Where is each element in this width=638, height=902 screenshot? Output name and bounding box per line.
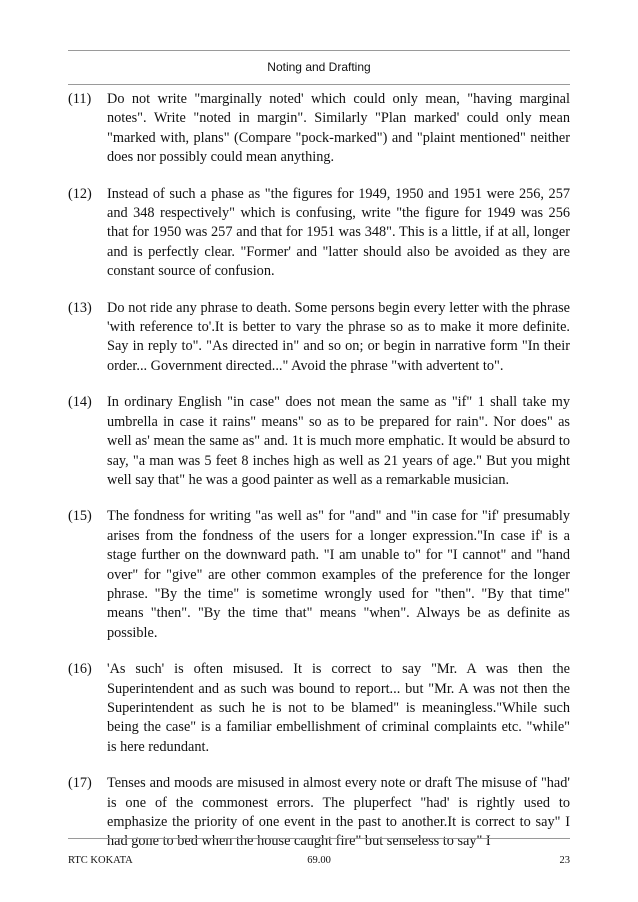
list-item xyxy=(68,299,570,377)
item-text: Tenses and moods are misused in almost every note or draft The misuse of "had' is one of the commonest errors. The pluperfect "had' is rightly used to emphasize the priority of one event in the past to another.It is correct to say" I had gone to bed when the house caught fire" but senseless to say" I xyxy=(107,775,570,850)
item-number: (16) xyxy=(68,661,92,678)
item-text: Instead of such a phase as "the figures for 1949, 1950 and 1951 were 256, 257 and 348 respectively" which is confusing, write "the figure for 1949 was 256 that for 1950 was 257 and that for 1951 was 348". This is a little, if at all, longer and is perfectly clear. "Former' and "latter should also be avoided as they are constant source of confusion. xyxy=(107,185,570,280)
item-number: (12) xyxy=(68,185,92,202)
item-number: (13) xyxy=(68,299,92,316)
footer-organization: RTC KOKATA xyxy=(68,855,133,866)
header-rule-top xyxy=(68,50,570,51)
footer-code: 69.00 xyxy=(307,855,331,866)
list-item xyxy=(68,185,570,282)
item-text: The fondness for writing "as well as" for "and" and "in case for "if' presumably arises from the fondness of the users for a longer expression."In case if' is a stage further on the downward path. "I am unable to" for "I cannot" and "hand over" for "give" are other common examples of the preference for the longer phrase. "By the time" is sometime wrongly used for "then". "By that time" means "then". "By the time that" means "when". Always be as definite as possible. xyxy=(107,508,570,641)
item-text: 'As such' is often misused. It is correct to say "Mr. A was then the Superintendent and as such was bound to report... but "Mr. A was not then the Superintendent as such he is not to be blamed" is meaningless."While such being the case" is a familiar embellishment of criminal complaints etc. "while" is here redundant. xyxy=(107,661,570,755)
document-body xyxy=(68,90,570,869)
item-text: In ordinary English "in case" does not mean the same as "if" 1 shall take my umbrella in case it rains" means" so as to be prepared for rain". Nor does" as well as' mean the same as" and. 1t is much more emphatic. It would be absurd to say, "a man was 5 feet 8 inches high as well as 21 years of age." But you might well say that" he was a good painter as well as a remarkable musician. xyxy=(107,394,570,488)
header-title: Noting and Drafting xyxy=(267,60,371,74)
list-item xyxy=(68,393,570,490)
page-header xyxy=(68,58,570,76)
item-number: (11) xyxy=(68,91,92,107)
page-footer xyxy=(68,853,570,869)
item-number: (17) xyxy=(68,775,92,792)
item-number: (14) xyxy=(68,394,92,411)
item-text: Do not ride any phrase to death. Some persons begin every letter with the phrase 'with reference to'.It is better to vary the phrase so as to make it more definite. Say in reply to". "As directed in" and so on; or begin in narrative form "In their order... Government directed..." Avoid the phrase "with advertent to". xyxy=(107,299,570,374)
list-item xyxy=(68,507,570,643)
header-rule-bottom xyxy=(68,84,570,85)
list-item xyxy=(68,774,570,852)
item-text: Do not write "marginally noted' which could only mean, "having marginal notes". Write "noted in margin". Similarly "Plan marked' could only mean "marked with, plans" (Compare "pock-marked") and "plaint mentioned" neither does nor possibly could mean anything. xyxy=(107,91,570,166)
list-item xyxy=(68,660,570,757)
footer-rule xyxy=(68,838,570,839)
item-number: (15) xyxy=(68,508,92,525)
list-item xyxy=(68,90,570,168)
page-number: 23 xyxy=(559,855,570,866)
